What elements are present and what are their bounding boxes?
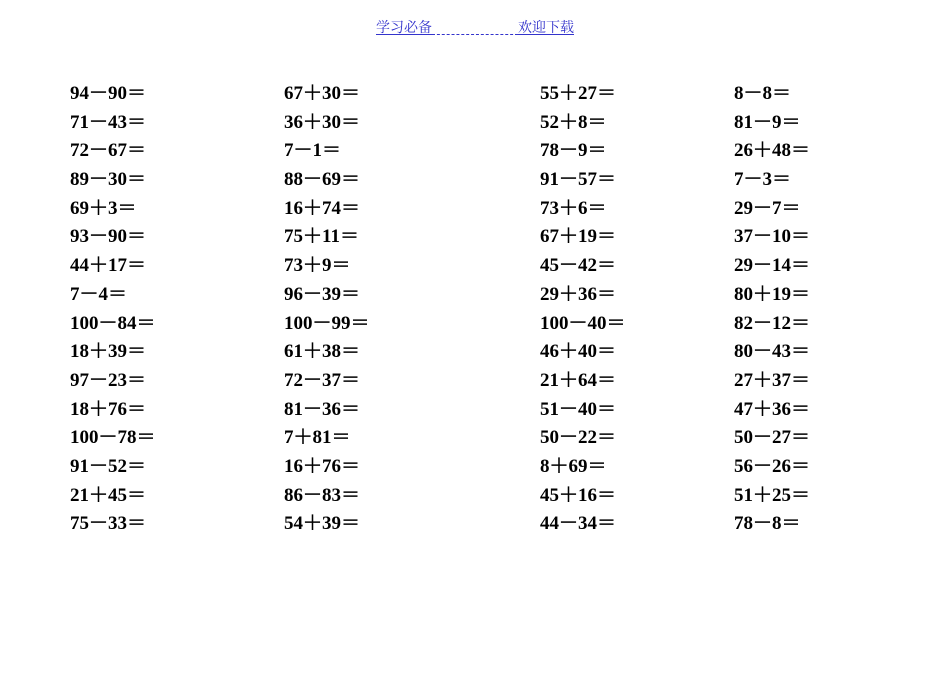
- math-problem: 8－8＝: [734, 83, 792, 104]
- math-problem: 55＋27＝: [540, 83, 617, 104]
- math-problem: 91－52＝: [70, 455, 147, 477]
- math-problem: 96－39＝: [284, 283, 361, 305]
- math-problem: 36＋30＝: [284, 111, 361, 133]
- math-problem: 47＋36＝: [734, 398, 811, 420]
- math-problem: 29－14＝: [734, 255, 811, 277]
- math-problem: 75－33＝: [70, 513, 147, 535]
- math-problem: 61＋38＝: [284, 341, 361, 363]
- math-problem: 21＋45＝: [70, 484, 147, 506]
- math-problem: 29＋36＝: [540, 283, 617, 305]
- math-problem: 45＋16＝: [540, 484, 617, 506]
- math-problem: 8＋69＝: [540, 455, 607, 477]
- problem-column-3: [540, 80, 626, 539]
- math-problem: 72－37＝: [284, 369, 361, 391]
- math-problem: 51＋25＝: [734, 484, 811, 506]
- math-problem: 91－57＝: [540, 169, 617, 191]
- math-problem: 100－84＝: [70, 312, 156, 334]
- math-problem: 45－42＝: [540, 255, 617, 277]
- math-problem: 46＋40＝: [540, 341, 617, 363]
- problem-column-1: [70, 80, 156, 539]
- math-problem: 7－4＝: [70, 283, 128, 305]
- math-problem: 73＋9＝: [284, 255, 351, 277]
- math-problem: 67＋19＝: [540, 226, 617, 248]
- math-problem: 67＋30＝: [284, 83, 361, 104]
- math-problem: 86－83＝: [284, 484, 361, 506]
- math-problem: 7－3＝: [734, 169, 792, 191]
- math-problem: 29－7＝: [734, 197, 801, 219]
- math-problem: 44＋17＝: [70, 255, 147, 277]
- math-problem: 56－26＝: [734, 455, 811, 477]
- math-problem: 7＋81＝: [284, 427, 351, 449]
- math-problem: 100－99＝: [284, 312, 370, 334]
- math-problem: 78－9＝: [540, 140, 607, 162]
- math-problem: 80＋19＝: [734, 283, 811, 305]
- math-problem: 54＋39＝: [284, 513, 361, 535]
- math-problem: 21＋64＝: [540, 369, 617, 391]
- page-header: [0, 19, 950, 39]
- math-problem: 50－27＝: [734, 427, 811, 449]
- math-problem: 89－30＝: [70, 169, 147, 191]
- math-problem: 78－8＝: [734, 513, 801, 535]
- problem-column-2: [284, 80, 370, 539]
- math-problem: 72－67＝: [70, 140, 147, 162]
- math-problem: 50－22＝: [540, 427, 617, 449]
- math-problem: 26＋48＝: [734, 140, 811, 162]
- math-problem: 81－9＝: [734, 111, 801, 133]
- math-problem: 7－1＝: [284, 140, 342, 162]
- math-problem: 18＋76＝: [70, 398, 147, 420]
- math-problem: 73＋6＝: [540, 197, 607, 219]
- math-problem: 44－34＝: [540, 513, 617, 535]
- header-left-text[interactable]: 学习必备: [376, 21, 432, 36]
- math-problem: 81－36＝: [284, 398, 361, 420]
- math-problem: 93－90＝: [70, 226, 147, 248]
- math-problem: 100－78＝: [70, 427, 156, 449]
- math-problem: 71－43＝: [70, 111, 147, 133]
- math-problem: 75＋11＝: [284, 226, 359, 248]
- header-right-text[interactable]: 欢迎下载: [518, 21, 574, 36]
- math-problem: 37－10＝: [734, 226, 811, 248]
- math-problem: 100－40＝: [540, 312, 626, 334]
- problem-column-4: [734, 80, 810, 539]
- math-problem: 51－40＝: [540, 398, 617, 420]
- math-problem: 94－90＝: [70, 83, 147, 104]
- math-problem: 27＋37＝: [734, 369, 811, 391]
- math-problem: 18＋39＝: [70, 341, 147, 363]
- math-problem: 88－69＝: [284, 169, 361, 191]
- math-problem: 80－43＝: [734, 341, 811, 363]
- math-problem: 97－23＝: [70, 369, 147, 391]
- math-problem: 16＋74＝: [284, 197, 361, 219]
- header-dashed-divider: [432, 20, 518, 35]
- math-problem: 69＋3＝: [70, 197, 137, 219]
- math-problem: 52＋8＝: [540, 111, 607, 133]
- math-problem: 82－12＝: [734, 312, 811, 334]
- math-problem: 16＋76＝: [284, 455, 361, 477]
